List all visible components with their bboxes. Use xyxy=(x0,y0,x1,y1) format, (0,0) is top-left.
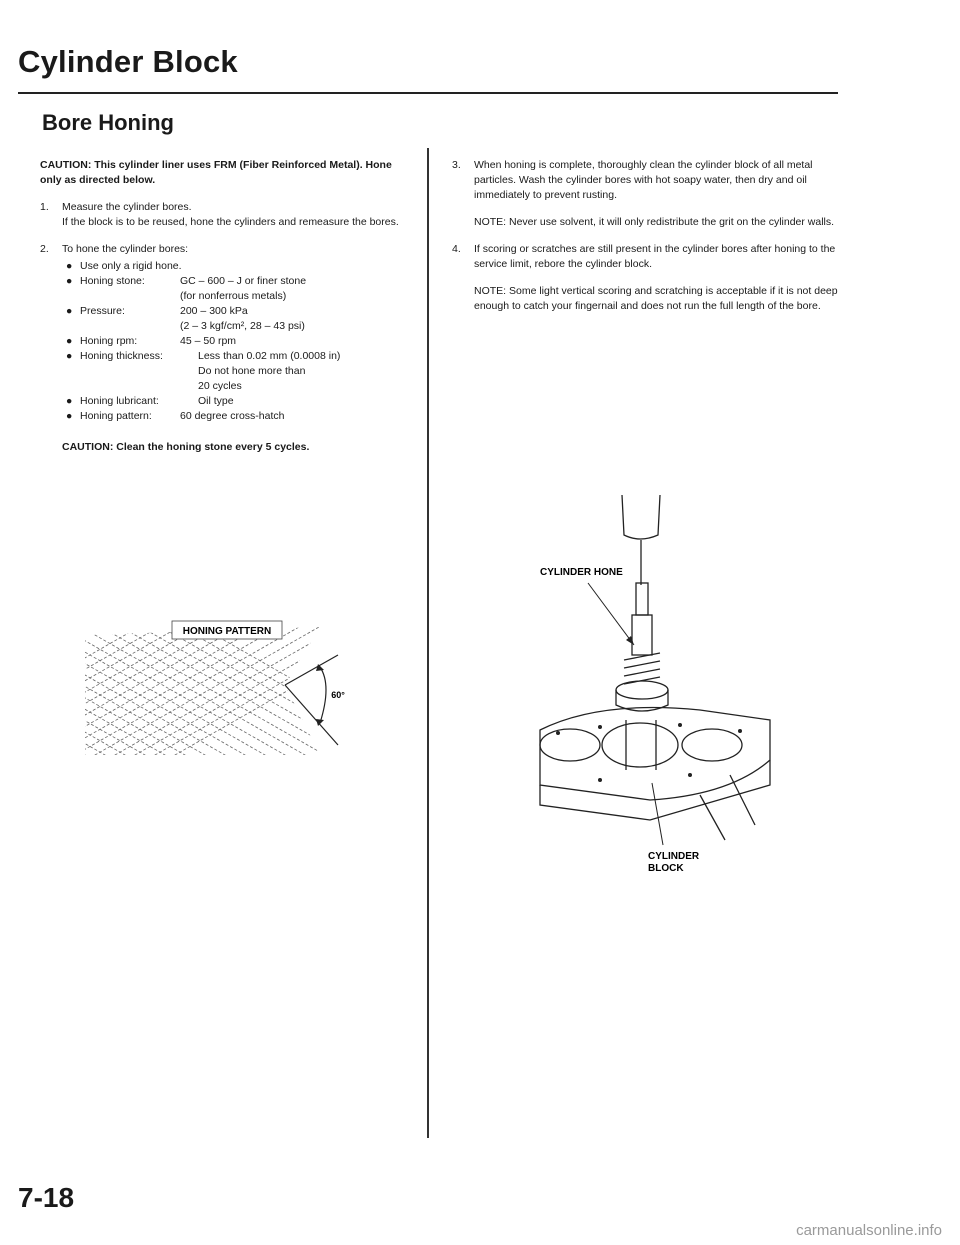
spec-label: Honing stone: xyxy=(80,275,145,287)
cylinder-block-label-line1: CYLINDER xyxy=(648,851,700,862)
section-title: Cylinder Block xyxy=(18,44,238,79)
bolt-hole-icon xyxy=(738,729,742,733)
spec-value-line: GC – 600 – J or finer stone xyxy=(180,275,307,287)
angle-label: 60° xyxy=(331,690,345,700)
bullet-icon: ● xyxy=(66,260,73,272)
spec-value-line: 45 – 50 rpm xyxy=(180,335,237,347)
step-text: Measure the cylinder bores. xyxy=(62,201,192,213)
spec-label: Honing pattern: xyxy=(80,410,152,422)
right-column xyxy=(452,158,842,314)
leader-arrow-icon xyxy=(626,636,634,645)
spec-item xyxy=(66,394,410,409)
spec-value xyxy=(180,409,410,424)
spec-value-line: Oil type xyxy=(198,395,234,407)
spec-item xyxy=(66,334,410,349)
angle-arc xyxy=(320,667,326,723)
cylinder-bore-2 xyxy=(602,723,678,767)
hone-leader-line xyxy=(588,583,634,645)
spec-value-line: (2 – 3 kgf/cm², 28 – 43 psi) xyxy=(180,320,305,332)
spec-value-line: 60 degree cross-hatch xyxy=(180,410,285,422)
block-leader-line xyxy=(652,783,663,845)
spec-list xyxy=(66,259,410,424)
honing-pattern-figure xyxy=(80,615,350,775)
bolt-hole-icon xyxy=(556,731,560,735)
bolt-hole-icon xyxy=(598,778,602,782)
subsection-title: Bore Honing xyxy=(42,110,174,135)
bullet-icon: ● xyxy=(66,410,73,422)
watermark: carmanualsonline.info xyxy=(796,1222,942,1239)
bullet-icon: ● xyxy=(66,395,73,407)
page-number: 7-18 xyxy=(18,1182,75,1213)
step-1 xyxy=(40,200,410,230)
angle-line-bottom xyxy=(285,685,338,745)
left-column xyxy=(40,158,410,455)
bolt-hole-icon xyxy=(598,725,602,729)
step-text: If the block is to be reused, hone the cylinders and remeasure the bores. xyxy=(62,216,399,228)
step-body xyxy=(474,158,842,230)
bullet-icon: ● xyxy=(66,275,73,287)
spec-value-line: Do not hone more than xyxy=(198,365,306,377)
step-number: 2. xyxy=(40,243,49,255)
caution-top: CAUTION: This cylinder liner uses FRM (Fiber Reinforced Metal). Hone only as directed below. xyxy=(40,159,392,186)
hone-collar xyxy=(616,681,668,699)
cylinder-hone-label: CYLINDER HONE xyxy=(540,567,623,578)
spec-value xyxy=(180,274,410,304)
step-text: To hone the cylinder bores: xyxy=(62,243,189,255)
cylinder-block-label-line2: BLOCK xyxy=(648,863,684,874)
spec-item xyxy=(66,259,410,274)
hone-handle-icon xyxy=(622,495,660,539)
step-number: 4. xyxy=(452,243,461,255)
title-rule xyxy=(18,92,838,94)
step-text: If scoring or scratches are still present in the cylinder bores after honing to the service limit, rebore the cylinder block. xyxy=(474,243,836,270)
spec-item xyxy=(66,409,410,424)
spec-label: Honing lubricant: xyxy=(80,395,159,407)
caution-bottom: CAUTION: Clean the honing stone every 5 cycles. xyxy=(62,441,310,453)
bolt-hole-icon xyxy=(678,723,682,727)
step-4 xyxy=(452,242,842,314)
step-number: 1. xyxy=(40,201,49,213)
step-text: When honing is complete, thoroughly clean the cylinder block of all metal particles. Wash the cylinder bores with hot soapy water, then dry and oil immediately to prevent rusting. xyxy=(474,159,813,201)
bolt-hole-icon xyxy=(688,773,692,777)
column-divider xyxy=(427,148,429,1138)
spec-value-line: 20 cycles xyxy=(198,380,242,392)
bullet-icon: ● xyxy=(66,305,73,317)
step-2 xyxy=(40,242,410,424)
cylinder-bore-1 xyxy=(540,729,600,761)
spec-value-line: Less than 0.02 mm (0.0008 in) xyxy=(198,350,341,362)
spec-value xyxy=(180,334,410,349)
step-body xyxy=(62,200,410,230)
spec-item xyxy=(66,304,410,334)
spec-text: Use only a rigid hone. xyxy=(80,260,182,272)
spec-value-line: (for nonferrous metals) xyxy=(180,290,287,302)
spec-value xyxy=(198,394,410,409)
spec-item xyxy=(66,274,410,304)
spec-label: Honing rpm: xyxy=(80,335,138,347)
step-number: 3. xyxy=(452,159,461,171)
spec-label: Pressure: xyxy=(80,305,125,317)
angle-line-top xyxy=(285,655,338,685)
spec-value xyxy=(198,349,410,394)
spec-item xyxy=(66,349,410,394)
step-note: NOTE: Never use solvent, it will only redistribute the grit on the cylinder walls. xyxy=(474,216,835,228)
hone-shaft-lower xyxy=(636,583,648,615)
spec-value xyxy=(180,304,410,334)
hone-spring-housing xyxy=(632,615,652,655)
hone-spring-icon xyxy=(624,653,660,684)
step-note: NOTE: Some light vertical scoring and scratching is acceptable if it is not deep enough to catch your fingernail and does not run the full length of the bore. xyxy=(474,285,838,312)
honing-pattern-label: HONING PATTERN xyxy=(182,626,272,637)
cylinder-hone-figure xyxy=(500,495,820,895)
cylinder-bore-3 xyxy=(682,729,742,761)
spec-value-line: 200 – 300 kPa xyxy=(180,305,248,317)
step-body xyxy=(474,242,842,314)
step-body xyxy=(62,242,410,424)
bullet-icon: ● xyxy=(66,350,73,362)
bullet-icon: ● xyxy=(66,335,73,347)
step-3 xyxy=(452,158,842,230)
spec-label: Honing thickness: xyxy=(80,350,163,362)
